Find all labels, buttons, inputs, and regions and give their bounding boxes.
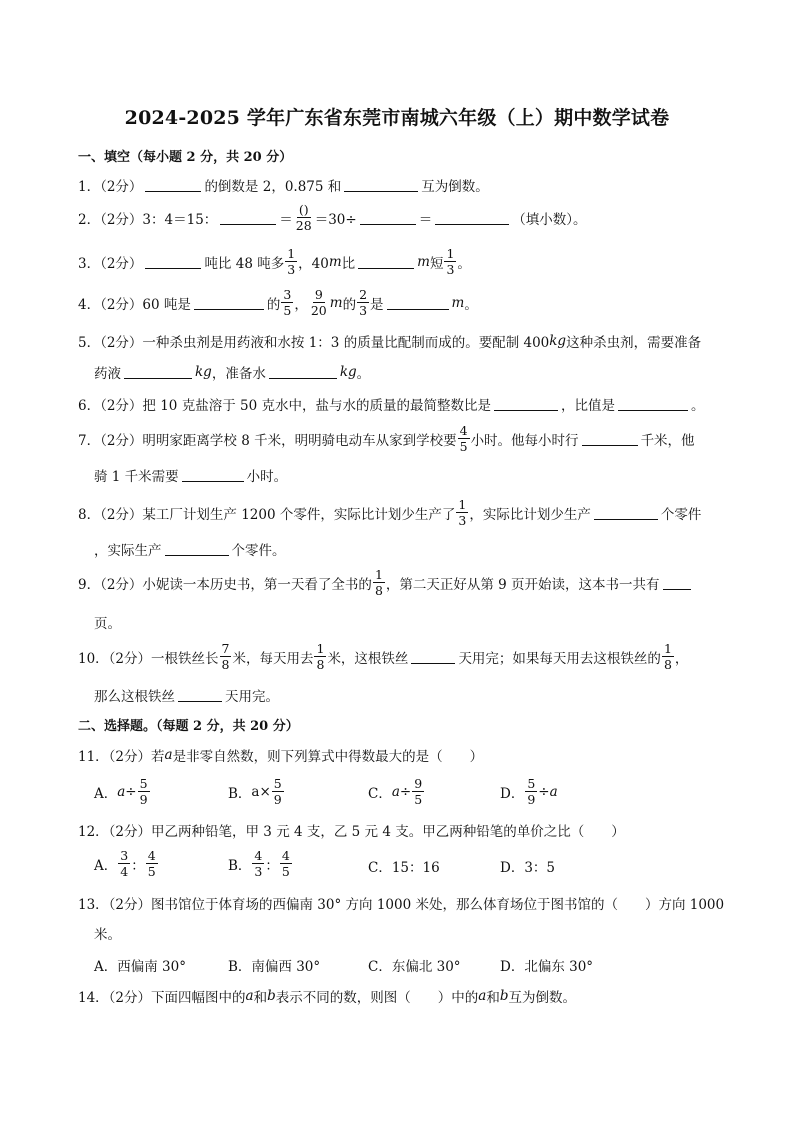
q13-option-a[interactable]: A．西偏南 30° xyxy=(94,959,186,975)
question-7: 7．（2分）明明家距离学校 8 千米，明明骑电动车从家到学校要 $\frac{4}{5}$ 小时。他每小时行 千米，他 xyxy=(78,423,695,454)
question-2: 2．（2分）3：4＝15： ＝ $\frac{()}{28}$ ＝30÷ ＝ （填小数）。 xyxy=(78,202,587,233)
fraction: $\frac{3}{5}$ xyxy=(283,287,292,318)
fraction: $\frac{1}{8}$ xyxy=(374,567,383,598)
question-10: 10．（2分）一根铁丝长 $\frac{7}{8}$ 米，每天用去 $\frac{1}{8}$ 米，这根铁丝 天用完；如果每天用去这根铁丝的 $\frac{1}{8}$ ， xyxy=(78,641,689,672)
answer-blank[interactable] xyxy=(145,255,201,269)
fraction: $\frac{1}{3}$ xyxy=(458,497,467,528)
q12-option-d[interactable]: D．3：5 xyxy=(500,860,556,876)
question-9-cont: 页。 xyxy=(94,616,121,632)
answer-blank[interactable] xyxy=(411,650,455,664)
answer-blank[interactable] xyxy=(663,576,691,590)
answer-blank[interactable] xyxy=(344,178,418,192)
question-13: 13．（2分）图书馆位于体育场的西偏南 30° 方向 1000 米处，那么体育场位于图书馆的（ ）方向 1000 xyxy=(78,897,725,913)
question-8-cont: ，实际生产 个零件。 xyxy=(94,543,286,559)
answer-blank[interactable] xyxy=(494,397,558,411)
q12-option-c[interactable]: C．15：16 xyxy=(368,860,440,876)
answer-blank[interactable] xyxy=(582,432,638,446)
section-heading-fill-in: 一、填空（每小题 2 分，共 20 分） xyxy=(78,150,293,165)
question-5-cont: 药液 kg ，准备水 kg 。 xyxy=(94,364,371,382)
question-14: 14．（2分）下面四幅图中的 a 和 b 表示不同的数，则图（ ）中的 a 和 b 互为倒数。 xyxy=(78,988,576,1006)
q13-option-b[interactable]: B．南偏西 30° xyxy=(228,959,321,975)
question-3: 3．（2分） 吨比 48 吨多 $\frac{1}{3}$ ，40 m 比 m 短 $\frac{1}{3}$ 。 xyxy=(78,246,471,277)
fraction: $\frac{()}{28}$ xyxy=(295,202,312,233)
answer-blank[interactable] xyxy=(165,542,229,556)
answer-blank[interactable] xyxy=(220,211,276,225)
fraction: $\frac{1}{8}$ xyxy=(316,641,325,672)
answer-blank[interactable] xyxy=(145,178,201,192)
question-12: 12．（2分）甲乙两种铅笔，甲 3 元 4 支，乙 5 元 4 支。甲乙两种铅笔的单价之比（ ） xyxy=(78,824,625,840)
question-10-cont: 那么这根铁丝 天用完。 xyxy=(94,689,279,705)
answer-blank[interactable] xyxy=(124,365,192,379)
q12-option-a[interactable]: A． $\frac{3}{4}$ ： $\frac{4}{5}$ xyxy=(94,848,156,879)
answer-blank[interactable] xyxy=(360,211,416,225)
q11-option-c[interactable]: C． a÷ $\frac{9}{5}$ xyxy=(368,776,423,807)
fraction: $\frac{1}{3}$ xyxy=(446,246,455,277)
answer-blank[interactable] xyxy=(594,506,658,520)
question-6: 6．（2分）把 10 克盐溶于 50 克水中，盐与水的质量的最简整数比是 ，比值是 。 xyxy=(78,398,705,414)
question-4: 4．（2分）60 吨是 的 $\frac{3}{5}$ ， $\frac{9}{20}$ m 的 $\frac{2}{3}$ 是 m 。 xyxy=(78,287,478,318)
answer-blank[interactable] xyxy=(194,296,264,310)
answer-blank[interactable] xyxy=(178,688,222,702)
question-8: 8．（2分）某工厂计划生产 1200 个零件，实际比计划少生产了 $\frac{1}{3}$ ，实际比计划少生产 个零件 xyxy=(78,497,702,528)
question-7-cont: 骑 1 千米需要 小时。 xyxy=(94,469,288,485)
question-11: 11．（2分）若 a 是非零自然数，则下列算式中得数最大的是（ ） xyxy=(78,747,484,765)
q11-option-d[interactable]: D． $\frac{5}{9}$ ÷a xyxy=(500,776,558,807)
question-1: 1．（2分） 的倒数是 2，0.875 和 互为倒数。 xyxy=(78,179,489,195)
fraction: $\frac{4}{5}$ xyxy=(459,423,468,454)
question-5: 5．（2分）一种杀虫剂是用药液和水按 1：3 的质量比配制而成的。要配制 400 kg 这种杀虫剂，需要准备 xyxy=(78,333,702,351)
question-13-cont: 米。 xyxy=(94,927,121,943)
fraction: $\frac{9}{20}$ xyxy=(310,287,327,318)
fraction: $\frac{1}{8}$ xyxy=(663,641,672,672)
answer-blank[interactable] xyxy=(182,468,244,482)
fraction: $\frac{1}{3}$ xyxy=(287,246,296,277)
answer-blank[interactable] xyxy=(618,397,688,411)
q13-option-d[interactable]: D．北偏东 30° xyxy=(500,959,594,975)
answer-blank[interactable] xyxy=(387,296,449,310)
q13-option-c[interactable]: C．东偏北 30° xyxy=(368,959,461,975)
answer-blank[interactable] xyxy=(435,211,509,225)
answer-blank[interactable] xyxy=(269,365,337,379)
section-heading-choice: 二、选择题。（每题 2 分，共 20 分） xyxy=(78,719,299,734)
answer-blank[interactable] xyxy=(358,255,414,269)
q11-option-b[interactable]: B． a× $\frac{5}{9}$ xyxy=(228,776,282,807)
fraction: $\frac{7}{8}$ xyxy=(221,641,230,672)
fraction: $\frac{2}{3}$ xyxy=(359,287,368,318)
q11-option-a[interactable]: A． a÷ $\frac{5}{9}$ xyxy=(94,776,148,807)
page-title: 2024-2025 学年广东省东莞市南城六年级（上）期中数学试卷 xyxy=(124,107,670,129)
q12-option-b[interactable]: B． $\frac{4}{3}$ ： $\frac{4}{5}$ xyxy=(228,848,290,879)
question-9: 9．（2分）小妮读一本历史书，第一天看了全书的 $\frac{1}{8}$ ，第二天正好从第 9 页开始读，这本书一共有 xyxy=(78,568,694,597)
